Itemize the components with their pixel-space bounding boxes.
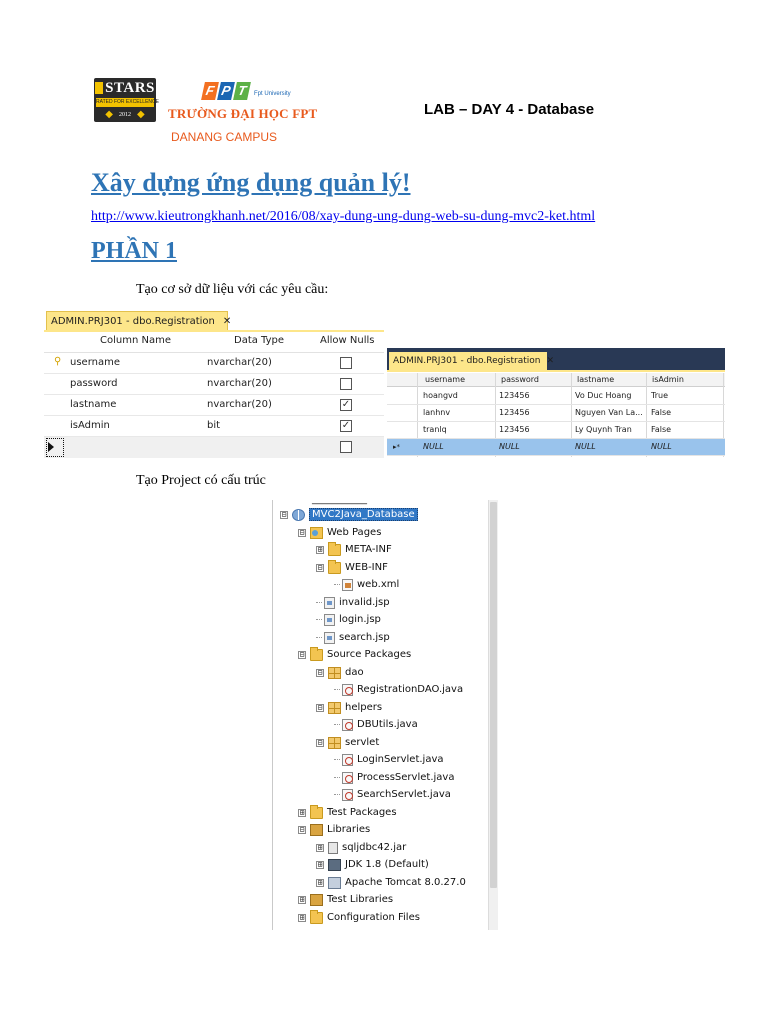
expand-toggle[interactable]: ⊞ bbox=[317, 842, 323, 852]
collapse-toggle[interactable]: ⊟ bbox=[281, 509, 287, 519]
tree-item-test-packages[interactable]: ⊞ Test Packages bbox=[299, 807, 397, 818]
jsp-file-icon bbox=[324, 614, 335, 626]
tree-item-jdk[interactable]: ⊞ JDK 1.8 (Default) bbox=[317, 859, 429, 870]
source-packages-icon bbox=[310, 649, 323, 661]
table-data-grid bbox=[387, 348, 725, 460]
test-packages-icon bbox=[310, 807, 323, 819]
jsp-file-icon bbox=[324, 597, 335, 609]
allow-nulls-checkbox[interactable]: ✓ bbox=[341, 399, 351, 410]
new-row-marker: ▸* bbox=[393, 443, 401, 451]
project-tree: ___________ ⊟ MVC2Java_Database ⊟ Web Pages ⊞ META-INF ⊟ WEB-INF web.xml invalid.jsp login.jsp search.jsp ⊟ Source Packages ⊟ dao RegistrationDAO.java ⊟ helpers DBUtils.java ⊟ servlet LoginServlet.java ProcessServlet.java SearchServlet.java ⊞ Test Packages ⊟ Libraries ⊞ sqljdbc42.jar ⊞ JDK 1.8 (Default) ⊞ Apache Tomcat 8.0.27.0 ⊞ Test Libraries ⊞ Configuration Files bbox=[272, 500, 498, 930]
part-title: PHẦN 1 bbox=[91, 238, 177, 264]
jsp-file-icon bbox=[324, 632, 335, 644]
reference-link[interactable]: http://www.kieutrongkhanh.net/2016/08/xay-dung-ung-dung-web-su-dung-mvc2-ket.html bbox=[91, 209, 596, 224]
libraries-icon bbox=[310, 824, 323, 836]
stars-tagline: RATED FOR EXCELLENCE bbox=[96, 99, 159, 105]
allow-nulls-checkbox[interactable] bbox=[340, 357, 352, 369]
java-file-icon bbox=[342, 719, 353, 731]
column-header-nulls: Allow Nulls bbox=[320, 335, 375, 346]
tree-item-config-files[interactable]: ⊞ Configuration Files bbox=[299, 912, 420, 923]
tree-item-registration-dao[interactable]: RegistrationDAO.java bbox=[334, 681, 463, 698]
table-row[interactable]: isAdmin bit ✓ bbox=[44, 416, 384, 437]
tree-item-dbutils[interactable]: DBUtils.java bbox=[334, 716, 418, 733]
table-row[interactable]: lastname nvarchar(20) ✓ bbox=[44, 395, 384, 416]
expand-toggle[interactable]: ⊞ bbox=[317, 859, 323, 869]
expand-toggle[interactable]: ⊞ bbox=[317, 877, 323, 887]
tree-item-servlet[interactable]: ⊟ servlet bbox=[317, 737, 380, 748]
collapse-toggle[interactable]: ⊟ bbox=[317, 562, 323, 572]
tree-item-meta-inf[interactable]: ⊞ META-INF bbox=[317, 544, 392, 555]
tree-item-login-jsp[interactable]: login.jsp bbox=[316, 611, 381, 628]
tree-item-search-jsp[interactable]: search.jsp bbox=[316, 629, 390, 646]
table-row[interactable]: ⚲ username nvarchar(20) bbox=[44, 353, 384, 374]
collapse-toggle[interactable]: ⊟ bbox=[299, 824, 305, 834]
collapse-toggle[interactable]: ⊟ bbox=[299, 527, 305, 537]
design-tab[interactable]: ADMIN.PRJ301 - dbo.Registration ✕ bbox=[46, 311, 228, 331]
lab-title: LAB – DAY 4 - Database bbox=[424, 101, 595, 118]
table-row-new[interactable]: ▸* NULL NULL NULL NULL bbox=[387, 439, 725, 456]
school-name: TRƯỜNG ĐẠI HỌC FPT bbox=[168, 106, 318, 121]
requirement-database: Tạo cơ sở dữ liệu với các yêu cầu: bbox=[136, 282, 329, 297]
tomcat-icon bbox=[328, 877, 341, 889]
close-icon[interactable]: ✕ bbox=[222, 315, 232, 327]
expand-toggle[interactable]: ⊞ bbox=[299, 894, 305, 904]
tree-item-sqljdbc[interactable]: ⊞ sqljdbc42.jar bbox=[317, 842, 407, 853]
table-row[interactable]: hoangvd 123456 Vo Duc Hoang True bbox=[387, 388, 725, 405]
primary-key-icon: ⚲ bbox=[54, 356, 62, 367]
xml-file-icon bbox=[342, 579, 353, 591]
requirement-project: Tạo Project có cấu trúc bbox=[136, 473, 266, 488]
table-design-grid bbox=[44, 311, 384, 459]
collapse-toggle[interactable]: ⊟ bbox=[317, 667, 323, 677]
data-tab[interactable]: ADMIN.PRJ301 - dbo.Registration ✕ bbox=[389, 352, 547, 370]
folder-icon bbox=[328, 562, 341, 574]
java-file-icon bbox=[342, 789, 353, 801]
main-title: Xây dựng ứng dụng quản lý! bbox=[91, 168, 411, 197]
data-header-row: username password lastname isAdmin bbox=[387, 373, 725, 387]
web-pages-icon bbox=[310, 527, 323, 539]
package-icon bbox=[328, 667, 341, 679]
collapse-toggle[interactable]: ⊟ bbox=[317, 737, 323, 747]
tree-item-search-servlet[interactable]: SearchServlet.java bbox=[334, 786, 451, 803]
tree-item-tomcat[interactable]: ⊞ Apache Tomcat 8.0.27.0 bbox=[317, 877, 466, 888]
expand-toggle[interactable]: ⊞ bbox=[299, 912, 305, 922]
allow-nulls-checkbox[interactable] bbox=[340, 378, 352, 390]
folder-icon bbox=[328, 544, 341, 556]
test-libraries-icon bbox=[310, 894, 323, 906]
tree-scrollbar[interactable] bbox=[488, 500, 498, 930]
close-icon[interactable]: ✕ bbox=[546, 356, 555, 366]
table-row[interactable]: lanhnv 123456 Nguyen Van La... False bbox=[387, 405, 725, 422]
tree-item-login-servlet[interactable]: LoginServlet.java bbox=[334, 751, 444, 768]
tree-item-helpers[interactable]: ⊟ helpers bbox=[317, 702, 383, 713]
column-header-type: Data Type bbox=[234, 335, 285, 346]
table-row[interactable]: password nvarchar(20) bbox=[44, 374, 384, 395]
table-row[interactable]: tranlq 123456 Ly Quynh Tran False bbox=[387, 422, 725, 439]
expand-toggle[interactable]: ⊞ bbox=[317, 544, 323, 554]
tree-item-web-xml[interactable]: web.xml bbox=[334, 576, 399, 593]
collapse-toggle[interactable]: ⊟ bbox=[299, 649, 305, 659]
java-file-icon bbox=[342, 754, 353, 766]
campus-name: DANANG CAMPUS bbox=[171, 130, 278, 144]
tree-item-web-inf[interactable]: ⊟ WEB-INF bbox=[317, 562, 388, 573]
expand-toggle[interactable]: ⊞ bbox=[299, 807, 305, 817]
collapse-toggle[interactable]: ⊟ bbox=[317, 702, 323, 712]
java-file-icon bbox=[342, 684, 353, 696]
config-files-icon bbox=[310, 912, 323, 924]
globe-icon bbox=[292, 509, 305, 521]
allow-nulls-checkbox[interactable] bbox=[340, 441, 352, 453]
column-header-name: Column Name bbox=[100, 335, 171, 346]
tree-item-process-servlet[interactable]: ProcessServlet.java bbox=[334, 769, 454, 786]
table-row-new[interactable] bbox=[44, 437, 384, 458]
tree-item-project[interactable]: ⊟ MVC2Java_Database bbox=[280, 506, 418, 523]
package-icon bbox=[328, 702, 341, 714]
package-icon bbox=[328, 737, 341, 749]
fpt-logo: F P T Fpt University bbox=[203, 78, 291, 100]
java-file-icon bbox=[342, 772, 353, 784]
tree-item-test-libraries[interactable]: ⊞ Test Libraries bbox=[299, 894, 394, 905]
tree-item-source-packages[interactable]: ⊟ Source Packages bbox=[299, 649, 412, 660]
jdk-icon bbox=[328, 859, 341, 871]
tree-item-libraries[interactable]: ⊟ Libraries bbox=[299, 824, 371, 835]
jar-icon bbox=[328, 842, 338, 854]
tree-item-web-pages[interactable]: ⊟ Web Pages bbox=[299, 527, 382, 538]
stars-logo: STARS RATED FOR EXCELLENCE ◆ 2012 ◆ bbox=[96, 79, 159, 120]
allow-nulls-checkbox[interactable]: ✓ bbox=[341, 420, 351, 431]
tree-item-invalid-jsp[interactable]: invalid.jsp bbox=[316, 594, 390, 611]
row-pointer-icon bbox=[48, 442, 54, 452]
stars-year-dots: ◆ 2012 ◆ bbox=[105, 109, 145, 120]
tree-item-dao[interactable]: ⊟ dao bbox=[317, 667, 364, 678]
